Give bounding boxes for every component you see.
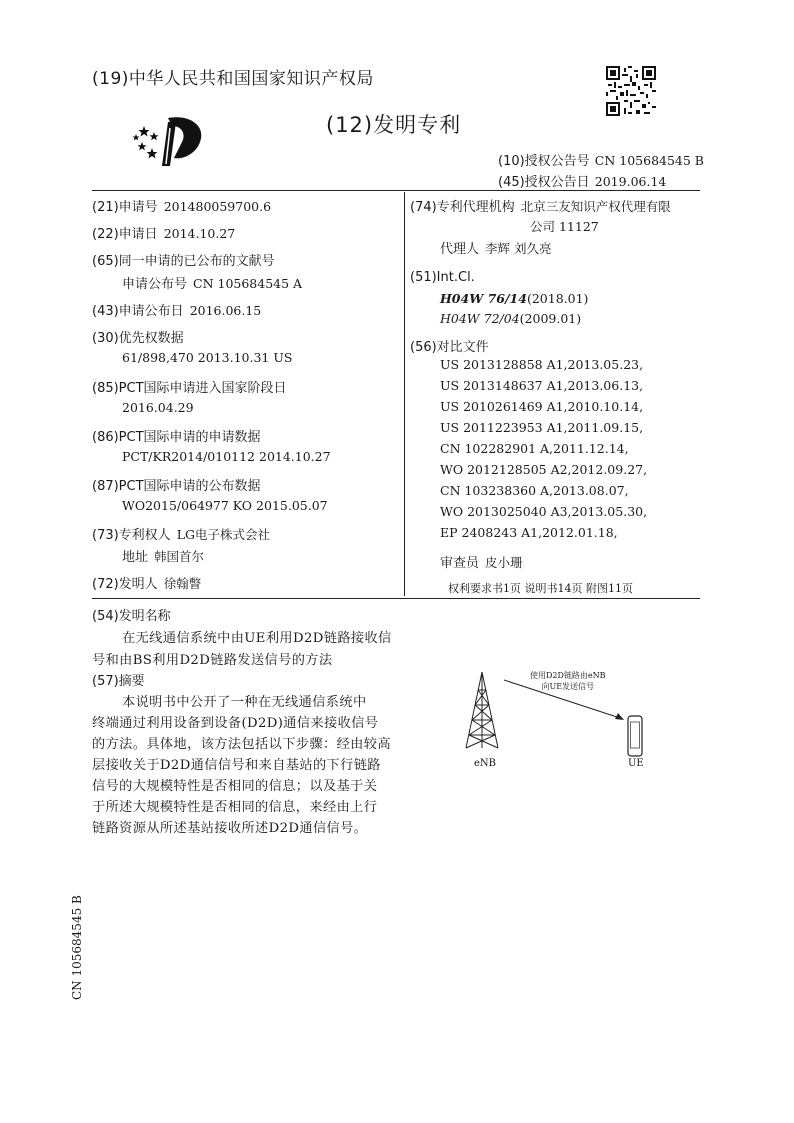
intcl-code: H04W 76/14 (440, 291, 527, 306)
agents-label: 代理人 (440, 242, 480, 257)
application-date-value: 2014.10.27 (163, 226, 236, 241)
ue-label: UE (628, 758, 644, 769)
abstract-figure (440, 660, 690, 780)
intcl-item (440, 308, 581, 327)
patentee-value: LG电子株式会社 (176, 527, 270, 542)
grant-date-value: 2019.06.14 (594, 174, 667, 189)
agency (410, 196, 671, 215)
cited-document: US 2010261469 A1,2010.10.14, (440, 399, 644, 414)
arrow-caption-line: 使用D2D链路由eNB (530, 671, 606, 680)
examiner (440, 552, 523, 571)
intcl-item (440, 288, 588, 307)
intcl-label (410, 266, 481, 285)
grant-date-label: (45)授权公告日 (498, 175, 590, 190)
phone-icon (628, 716, 642, 756)
invention-title-line: 号和由BS利用D2D链路发送信号的方法 (92, 653, 333, 668)
abstract-line: 于所述大规模特性是否相同的信息，来经由上行 (92, 800, 378, 815)
abstract-line: 本说明书中公开了一种在无线通信系统中 (122, 695, 367, 710)
publication-date-value: 2016.06.15 (189, 303, 262, 318)
publication-number (122, 273, 302, 292)
section-divider (92, 598, 700, 599)
pct-application-value: PCT/KR2014/010112 2014.10.27 (122, 449, 331, 464)
abstract-line: 的方法。具体地，该方法包括以下步骤：经由较高 (92, 737, 391, 752)
publication-date-label: (43)申请公布日 (92, 304, 184, 319)
application-date-label: (22)申请日 (92, 227, 158, 242)
cited-document: EP 2408243 A1,2012.01.18, (440, 525, 618, 540)
patentee-label: (73)专利权人 (92, 528, 171, 543)
priority-data-value: 61/898,470 2013.10.31 US (122, 350, 293, 365)
cited-document: WO 2012128505 A2,2012.09.27, (440, 462, 648, 477)
publication-number-value: CN 105684545 A (193, 276, 303, 291)
pct-entry-label (92, 377, 293, 396)
inventor-value: 徐翰瞥 (163, 576, 202, 591)
agency-line1: 北京三友知识产权代理有限 (520, 199, 671, 214)
grant-number (498, 150, 704, 169)
prior-publication-label: (65)同一申请的已公布的文献号 (92, 254, 275, 269)
enb-label: eNB (474, 758, 497, 769)
address-label: 地址 (122, 550, 149, 565)
invention-title-line: 在无线通信系统中由UE利用D2D链路接收信 (122, 631, 392, 646)
intcl-label-text: (51)Int.Cl. (410, 270, 475, 285)
pct-entry-value: 2016.04.29 (122, 400, 194, 415)
cited-document: US 2013128858 A1,2013.05.23, (440, 357, 644, 372)
intcl-year: (2018.01) (526, 291, 589, 306)
agency-label: (74)专利代理机构 (410, 200, 515, 215)
cited-document: CN 103238360 A,2013.08.07, (440, 483, 629, 498)
grant-date (498, 171, 666, 190)
application-number-value: 201480059700.6 (163, 199, 272, 214)
patentee (92, 524, 270, 543)
examiner-label: 审查员 (440, 556, 480, 571)
arrow-caption (530, 670, 606, 692)
cited-document: WO 2013025040 A3,2013.05.30, (440, 504, 648, 519)
cited-label-text: (56)对比文件 (410, 340, 489, 355)
agents (440, 238, 552, 257)
grant-number-label: (10)授权公告号 (498, 154, 590, 169)
cited-document: CN 102282901 A,2011.12.14, (440, 441, 629, 456)
header-divider (92, 190, 700, 191)
pct-application-label-text: (86)PCT国际申请的申请数据 (92, 430, 261, 445)
page-counts: 权利要求书1页 说明书14页 附图11页 (448, 582, 633, 595)
pct-entry-label-text: (85)PCT国际申请进入国家阶段日 (92, 381, 287, 396)
application-date (92, 223, 235, 242)
intcl-year: (2009.01) (519, 311, 582, 326)
agency-line2: 公司 11127 (530, 219, 599, 234)
grant-number-value: CN 105684545 B (594, 153, 704, 168)
abstract-label: (57)摘要 (92, 674, 145, 689)
side-document-number: CN 105684545 B (70, 895, 84, 1000)
pct-publication-label (92, 475, 267, 494)
document-kind: (12)发明专利 (326, 113, 462, 137)
publication-number-label: 申请公布号 (122, 277, 188, 292)
column-divider (404, 192, 405, 596)
abstract-line: 终端通过利用设备到设备(D2D)通信来接收信号 (92, 716, 379, 731)
application-number (92, 196, 271, 215)
title-label: (54)发明名称 (92, 609, 171, 624)
examiner-value: 皮小珊 (485, 555, 523, 570)
abstract-line: 信号的大规模特性是否相同的信息；以及基于关 (92, 779, 378, 794)
cited-document: US 2011223953 A1,2011.09.15, (440, 420, 644, 435)
address (122, 546, 204, 565)
pct-application-label (92, 426, 267, 445)
abstract-line: 链路资源从所述基站接收所述D2D通信信号。 (92, 821, 368, 836)
pct-publication-value: WO2015/064977 KO 2015.05.07 (122, 498, 328, 513)
abstract-line: 层接收关于D2D通信信号和来自基站的下行链路 (92, 758, 381, 773)
priority-data-label (92, 327, 190, 346)
publication-date (92, 300, 261, 319)
cnipa-logo-icon (130, 108, 210, 170)
pct-publication-label-text: (87)PCT国际申请的公布数据 (92, 479, 261, 494)
inventor-label: (72)发明人 (92, 577, 158, 592)
qr-code (606, 66, 656, 116)
priority-label-text: (30)优先权数据 (92, 331, 184, 346)
intcl-code: H04W 72/04 (440, 311, 520, 326)
office-name: (19)中华人民共和国国家知识产权局 (92, 69, 374, 89)
inventor (92, 573, 201, 592)
cited-documents-label (410, 336, 495, 355)
prior-publication (92, 250, 281, 269)
cited-document: US 2013148637 A1,2013.06.13, (440, 378, 644, 393)
address-value: 韩国首尔 (154, 549, 205, 564)
agents-value: 李辉 刘久亮 (485, 241, 552, 256)
application-number-label: (21)申请号 (92, 200, 158, 215)
arrow-caption-line: 向UE发送信号 (541, 682, 595, 691)
tower-icon (466, 672, 498, 748)
